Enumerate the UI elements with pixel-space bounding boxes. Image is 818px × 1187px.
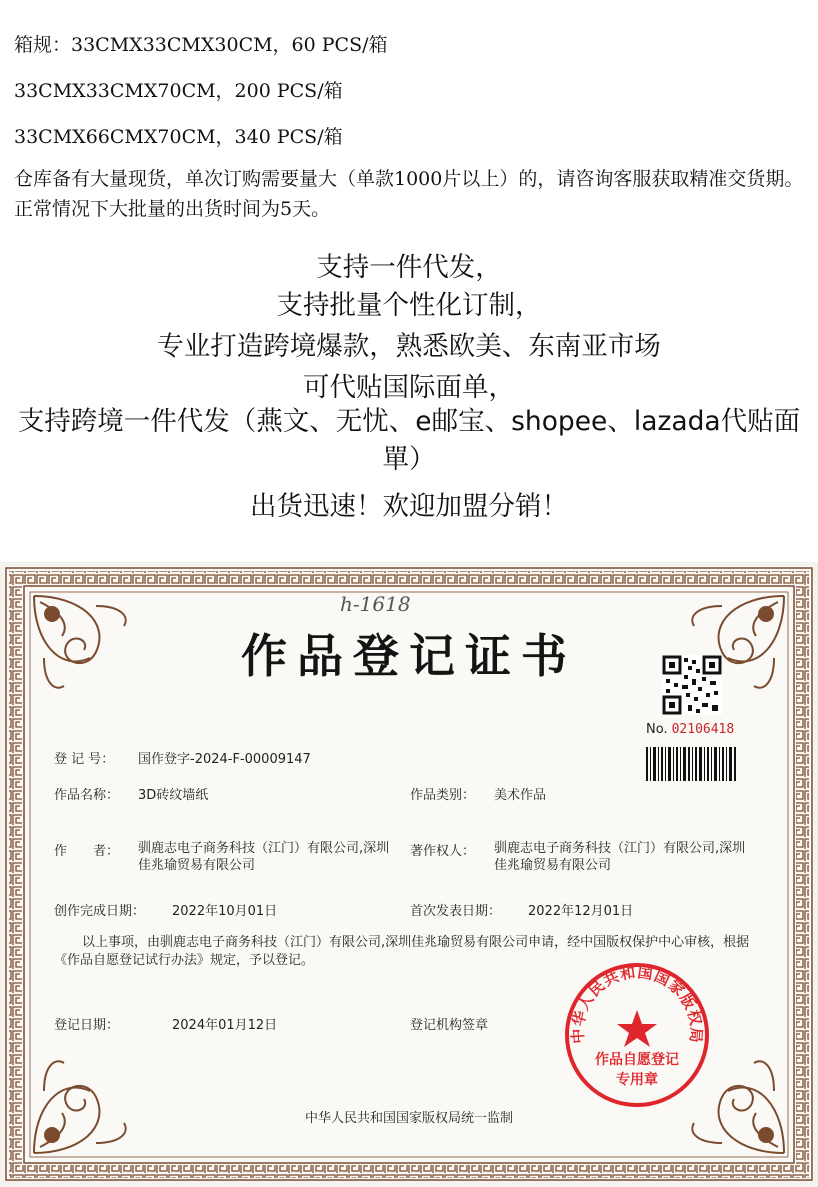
registration-statement: 以上事项，由驯鹿志电子商务科技（江门）有限公司,深圳佳兆瑜贸易有限公司申请，经中国版权保护中心审核，根据《作品自愿登记试行办法》规定，予以登记。: [54, 935, 750, 968]
registration-date-value: 2024年01月12日: [172, 1018, 278, 1033]
author-value: 驯鹿志电子商务科技（江门）有限公司,深圳佳兆瑜贸易有限公司: [138, 841, 390, 873]
seal-inner-text-1: 作品自愿登记: [595, 1052, 679, 1068]
agency-seal-label: 登记机构签章: [410, 1018, 489, 1033]
promo-line-3: 专业打造跨境爆款，熟悉欧美、东南亚市场: [157, 331, 661, 362]
work-name-row: [54, 784, 208, 803]
qr-code-icon: [662, 655, 722, 715]
copyright-owner-label-cell: [410, 840, 475, 859]
seal-star-icon: [617, 1010, 657, 1047]
registration-number-row: [54, 748, 311, 767]
carton-spec-line-2: 33CMX33CMX70CM，200 PCS/箱: [14, 80, 343, 102]
copyright-owner-label: 著作权人：: [410, 844, 476, 859]
promo-line-2: 支持批量个性化订制，: [276, 290, 542, 321]
work-category-label: 作品类别：: [410, 788, 476, 803]
promo-line-4: 可代贴国际面单，: [303, 372, 515, 403]
author-label: 作 者：: [54, 844, 120, 859]
completion-date-row: [54, 900, 277, 919]
registration-number-value: 国作登字-2024-F-00009147: [138, 752, 311, 767]
completion-date-value: 2022年10月01日: [172, 904, 278, 919]
certificate-footer: 中华人民共和国国家版权局统一监制: [304, 1111, 513, 1126]
completion-date-label: 创作完成日期：: [54, 904, 146, 919]
work-name-label: 作品名称：: [54, 788, 120, 803]
copyright-owner-value: 驯鹿志电子商务科技（江门）有限公司,深圳佳兆瑜贸易有限公司: [494, 841, 746, 873]
copyright-certificate: [0, 562, 818, 1187]
barcode-icon: [646, 747, 738, 781]
carton-spec-line-1: 箱规：33CMX33CMX30CM，60 PCS/箱: [14, 34, 388, 56]
work-category-row: [410, 784, 546, 803]
handwritten-note: h-1618: [340, 592, 411, 616]
first-publish-value: 2022年12月01日: [528, 904, 634, 919]
stock-info-paragraph: 仓库备有大量现货，单次订购需要量大（单款1000片以上）的，请咨询客服获取精准交货期。正常情况下大批量的出货时间为5天。: [14, 168, 804, 220]
first-publish-label: 首次发表日期：: [410, 904, 502, 919]
registration-date-label: 登记日期：: [54, 1018, 120, 1033]
first-publish-row: [410, 900, 633, 919]
serial-number: [646, 722, 734, 737]
carton-spec-line-3: 33CMX66CMX70CM，340 PCS/箱: [14, 126, 343, 148]
promo-line-1: 支持一件代发，: [316, 252, 502, 283]
registration-date-row: [54, 1014, 277, 1033]
promo-line-5: 支持跨境一件代发（燕文、无忧、e邮宝、shopee、lazada代贴面單）: [17, 406, 801, 475]
certificate-title: 作品登记证书: [241, 629, 577, 683]
work-name-value: 3D砖纹墙纸: [138, 788, 209, 803]
work-category-value: 美术作品: [494, 788, 547, 803]
official-seal-icon: [562, 960, 712, 1110]
author-label-cell: [54, 840, 119, 859]
serial-label: No.: [646, 722, 668, 737]
seal-inner-text-2: 专用章: [616, 1072, 658, 1088]
serial-value: 02106418: [671, 722, 735, 737]
registration-number-label: 登 记 号：: [54, 752, 115, 767]
seal-outer-text: 中华人民共和国国家版权局: [568, 963, 706, 1045]
promo-line-6: 出货迅速！欢迎加盟分销！: [250, 491, 568, 522]
